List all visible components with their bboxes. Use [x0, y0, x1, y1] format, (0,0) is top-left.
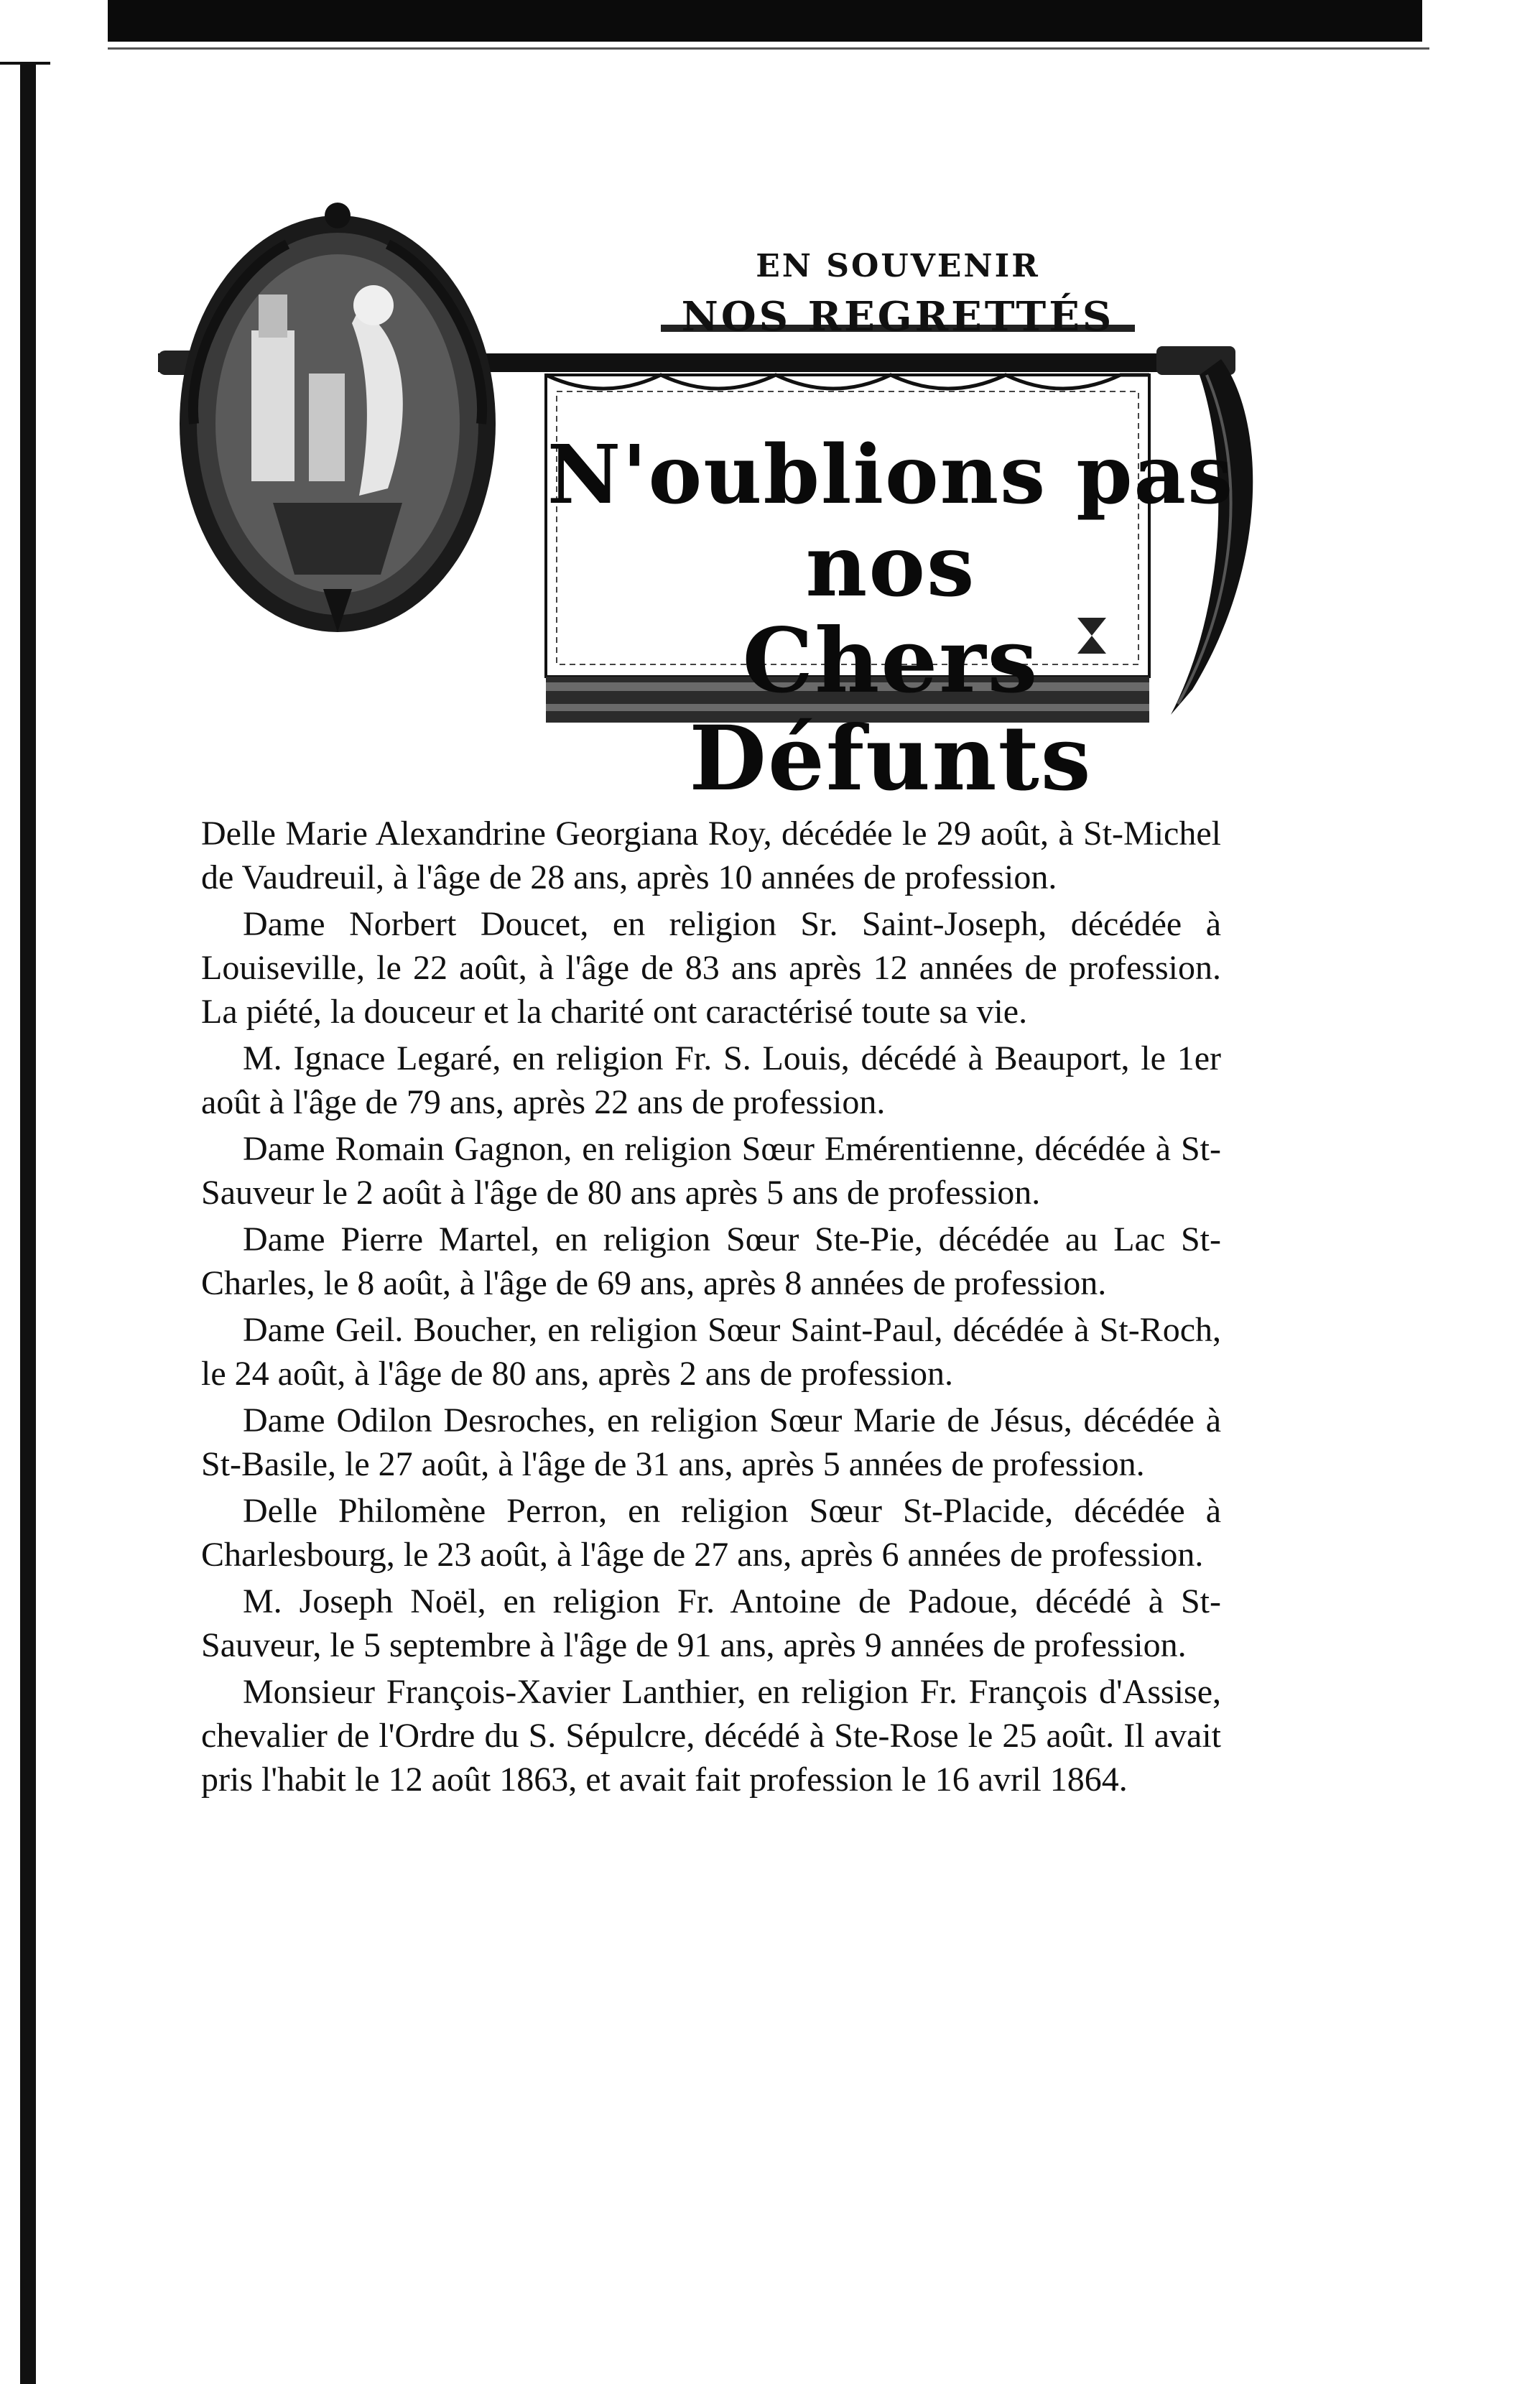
obituary-entry: Dame Norbert Doucet, en religion Sr. Saint-Joseph, décédée à Louiseville, le 22 août, à l'âge de 83 ans après 12 années de profession. La piété, la douceur et la charité ont caractérisé toute sa vie. [201, 905, 1221, 1031]
angel-vignette-icon [180, 203, 496, 632]
obituary-entry: Monsieur François-Xavier Lanthier, en religion Fr. François d'Assise, chevalier de l'Ordre du S. Sépulcre, décédé à Ste-Rose le 25 août. Il avait pris l'habit le 12 août 1863, et avait fait profession le 16 avril 1864. [201, 1673, 1221, 1799]
obituary-entry: M. Ignace Legaré, en religion Fr. S. Louis, décédé à Beauport, le 1er août à l'âge de 79 ans, après 22 ans de profession. [201, 1039, 1221, 1121]
obituary-entry: Dame Romain Gagnon, en religion Sœur Emérentienne, décédée à St-Sauveur le 2 août à l'âge de 80 ans après 5 ans de profession. [201, 1130, 1221, 1212]
banner-cloth [546, 375, 1149, 723]
obituary-entry: Dame Odilon Desroches, en religion Sœur Marie de Jésus, décédée à St-Basile, le 27 août, à l'âge de 31 ans, après 5 années de profession. [201, 1401, 1221, 1483]
banner-line-3: Chers Défunts [689, 608, 1093, 812]
memorial-header [144, 187, 1322, 819]
obituary-entry: Delle Philomène Perron, en religion Sœur St-Placide, décédée à Charlesbourg, le 23 août, à l'âge de 27 ans, après 6 années de profession. [201, 1492, 1221, 1574]
obituary-entry: Dame Geil. Boucher, en religion Sœur Saint-Paul, décédée à St-Roch, le 24 août, à l'âge de 80 ans, après 2 ans de profession. [201, 1311, 1221, 1393]
top-title-2: NOS REGRETTÉS [681, 293, 1115, 340]
obituary-entry: Delle Marie Alexandrine Georgiana Roy, décédée le 29 août, à St-Michel de Vaudreuil, à l'âge de 28 ans, après 10 années de profession. [201, 815, 1221, 896]
scan-border-left [20, 65, 36, 2384]
obituary-entry: M. Joseph Noël, en religion Fr. Antoine de Padoue, décédé à St-Sauveur, le 5 septembre à l'âge de 91 ans, après 9 années de profession. [201, 1582, 1221, 1664]
obituary-entry: Dame Pierre Martel, en religion Sœur Ste-Pie, décédée au Lac St-Charles, le 8 août, à l'âge de 69 ans, après 8 années de profession. [201, 1220, 1221, 1302]
top-title-1: EN SOUVENIR [756, 248, 1040, 284]
obituary-list [201, 812, 1221, 1804]
scan-rule [108, 47, 1429, 50]
banner-line-1: N'oublions pas [547, 428, 1235, 522]
scan-border-top [108, 0, 1422, 42]
banner-line-2: nos [805, 516, 976, 616]
